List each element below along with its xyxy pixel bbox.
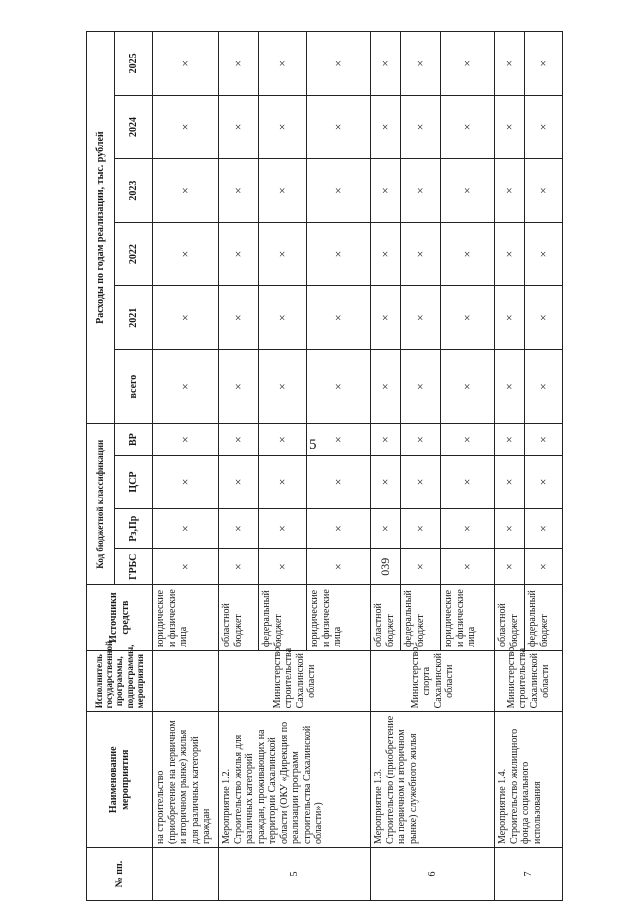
cell-rzpr: × bbox=[441, 508, 495, 548]
cell-2025: × bbox=[401, 32, 441, 96]
cell-2025: × bbox=[495, 32, 525, 96]
cell-grbs: × bbox=[495, 549, 525, 585]
cell-2024: × bbox=[401, 95, 441, 159]
cell-total: × bbox=[441, 350, 495, 424]
cell-rzpr: × bbox=[495, 508, 525, 548]
row-name: Мероприятие 1.4. Строительство жилищного фонда социального использования bbox=[495, 712, 563, 848]
cell-grbs: × bbox=[219, 549, 259, 585]
cell-rzpr: × bbox=[371, 508, 401, 548]
cell-2023: × bbox=[259, 159, 307, 223]
row-executor: Министерство строительства Сахалинской области bbox=[495, 650, 563, 711]
header-executor: Исполнитель государственной программы, подпрограммы, мероприятия bbox=[87, 650, 153, 711]
header-csr: ЦСР bbox=[115, 456, 153, 509]
cell-2021: × bbox=[525, 286, 563, 350]
cell-total: × bbox=[401, 350, 441, 424]
cell-rzpr: × bbox=[525, 508, 563, 548]
cell-total: × bbox=[525, 350, 563, 424]
cell-2024: × bbox=[441, 95, 495, 159]
cell-vr: × bbox=[153, 424, 219, 456]
cell-total: × bbox=[219, 350, 259, 424]
cell-2023: × bbox=[401, 159, 441, 223]
row-source: федеральный бюджет bbox=[401, 585, 441, 651]
cell-rzpr: × bbox=[259, 508, 307, 548]
cell-2022: × bbox=[525, 222, 563, 286]
cell-total: × bbox=[259, 350, 307, 424]
header-sources: Источники средств bbox=[87, 585, 153, 651]
cell-2025: × bbox=[441, 32, 495, 96]
page-number: 5 bbox=[309, 437, 317, 453]
cell-csr: × bbox=[259, 456, 307, 509]
row-source: областной бюджет bbox=[219, 585, 259, 651]
rotated-table-container bbox=[86, 31, 564, 901]
cell-2023: × bbox=[441, 159, 495, 223]
cell-2022: × bbox=[219, 222, 259, 286]
cell-2023: × bbox=[153, 159, 219, 223]
cell-rzpr: × bbox=[307, 508, 371, 548]
row-source: юридические и физические лица bbox=[441, 585, 495, 651]
table-row bbox=[371, 32, 401, 901]
cell-2021: × bbox=[371, 286, 401, 350]
cell-csr: × bbox=[307, 456, 371, 509]
row-no bbox=[153, 848, 219, 901]
header-no: № пп. bbox=[87, 848, 153, 901]
cell-2024: × bbox=[153, 95, 219, 159]
cell-2025: × bbox=[219, 32, 259, 96]
cell-2025: × bbox=[371, 32, 401, 96]
header-expenses: Расходы по годам реализации, тыс. рублей bbox=[87, 32, 115, 424]
cell-2022: × bbox=[495, 222, 525, 286]
cell-2023: × bbox=[219, 159, 259, 223]
cell-2023: × bbox=[371, 159, 401, 223]
cell-vr: × bbox=[219, 424, 259, 456]
cell-2022: × bbox=[307, 222, 371, 286]
row-executor bbox=[153, 650, 219, 711]
header-2025: 2025 bbox=[115, 32, 153, 96]
cell-csr: × bbox=[401, 456, 441, 509]
row-no: 5 bbox=[219, 848, 371, 901]
table-row bbox=[219, 32, 259, 901]
cell-2021: × bbox=[307, 286, 371, 350]
header-total: всего bbox=[115, 350, 153, 424]
cell-csr: × bbox=[495, 456, 525, 509]
row-source: федеральный бюджет bbox=[259, 585, 307, 651]
cell-vr: × bbox=[401, 424, 441, 456]
cell-2021: × bbox=[259, 286, 307, 350]
cell-vr: × bbox=[259, 424, 307, 456]
cell-csr: × bbox=[525, 456, 563, 509]
row-source: юридические и физические лица bbox=[307, 585, 371, 651]
cell-2024: × bbox=[525, 95, 563, 159]
row-name: Мероприятие 1.3. Строительство (приобретение на первичном и вторичном рынке) служебного жилья bbox=[371, 712, 495, 848]
cell-grbs: × bbox=[401, 549, 441, 585]
cell-total: × bbox=[153, 350, 219, 424]
cell-2022: × bbox=[401, 222, 441, 286]
cell-2025: × bbox=[153, 32, 219, 96]
header-2024: 2024 bbox=[115, 95, 153, 159]
cell-csr: × bbox=[441, 456, 495, 509]
cell-vr: × bbox=[495, 424, 525, 456]
cell-csr: × bbox=[371, 456, 401, 509]
header-budget-code: Код бюджетной классификации bbox=[87, 424, 115, 585]
cell-2023: × bbox=[495, 159, 525, 223]
cell-grbs: × bbox=[525, 549, 563, 585]
cell-2024: × bbox=[219, 95, 259, 159]
cell-2021: × bbox=[495, 286, 525, 350]
header-rzpr: Рз,Пр bbox=[115, 508, 153, 548]
cell-csr: × bbox=[153, 456, 219, 509]
cell-2021: × bbox=[153, 286, 219, 350]
row-name: на строительство (приобретение на первичном и вторичном рынке) жилья для различных категорий граждан bbox=[153, 712, 219, 848]
cell-rzpr: × bbox=[153, 508, 219, 548]
header-grbs: ГРБС bbox=[115, 549, 153, 585]
cell-2023: × bbox=[307, 159, 371, 223]
cell-2025: × bbox=[259, 32, 307, 96]
cell-grbs: × bbox=[441, 549, 495, 585]
row-source: юридические и физические лица bbox=[153, 585, 219, 651]
cell-grbs: × bbox=[153, 549, 219, 585]
row-no: 6 bbox=[371, 848, 495, 901]
cell-2021: × bbox=[441, 286, 495, 350]
cell-total: × bbox=[495, 350, 525, 424]
cell-rzpr: × bbox=[219, 508, 259, 548]
cell-2022: × bbox=[371, 222, 401, 286]
cell-2023: × bbox=[525, 159, 563, 223]
table-row bbox=[153, 32, 219, 901]
cell-2025: × bbox=[525, 32, 563, 96]
header-2021: 2021 bbox=[115, 286, 153, 350]
row-no: 7 bbox=[495, 848, 563, 901]
row-executor: Министерство строительства Сахалинской области bbox=[219, 650, 371, 711]
header-2023: 2023 bbox=[115, 159, 153, 223]
header-2022: 2022 bbox=[115, 222, 153, 286]
row-source: областной бюджет bbox=[371, 585, 401, 651]
cell-total: × bbox=[307, 350, 371, 424]
cell-2022: × bbox=[259, 222, 307, 286]
cell-2024: × bbox=[495, 95, 525, 159]
cell-vr: × bbox=[307, 424, 371, 456]
cell-vr: × bbox=[525, 424, 563, 456]
cell-2022: × bbox=[153, 222, 219, 286]
cell-grbs: × bbox=[259, 549, 307, 585]
cell-2022: × bbox=[441, 222, 495, 286]
budget-table bbox=[86, 31, 563, 901]
row-executor: Министерство спорта Сахалинской области bbox=[371, 650, 495, 711]
cell-2021: × bbox=[219, 286, 259, 350]
table-row bbox=[495, 32, 525, 901]
cell-total: × bbox=[371, 350, 401, 424]
header-vr: ВР bbox=[115, 424, 153, 456]
header-name: Наименование мероприятия bbox=[87, 712, 153, 848]
row-name: Мероприятие 1.2. Строительство жилья для различных категорий граждан, проживающих на территории Сахалинской области (ОКУ «Дирекция по реализации программ строительства Сахалинской области») bbox=[219, 712, 371, 848]
cell-2024: × bbox=[259, 95, 307, 159]
row-source: областной бюджет bbox=[495, 585, 525, 651]
cell-vr: × bbox=[371, 424, 401, 456]
cell-grbs: 039 bbox=[371, 549, 401, 585]
cell-2021: × bbox=[401, 286, 441, 350]
cell-2025: × bbox=[307, 32, 371, 96]
cell-rzpr: × bbox=[401, 508, 441, 548]
cell-2024: × bbox=[307, 95, 371, 159]
row-source: федеральный бюджет bbox=[525, 585, 563, 651]
cell-grbs: × bbox=[307, 549, 371, 585]
cell-csr: × bbox=[219, 456, 259, 509]
cell-vr: × bbox=[441, 424, 495, 456]
cell-2024: × bbox=[371, 95, 401, 159]
